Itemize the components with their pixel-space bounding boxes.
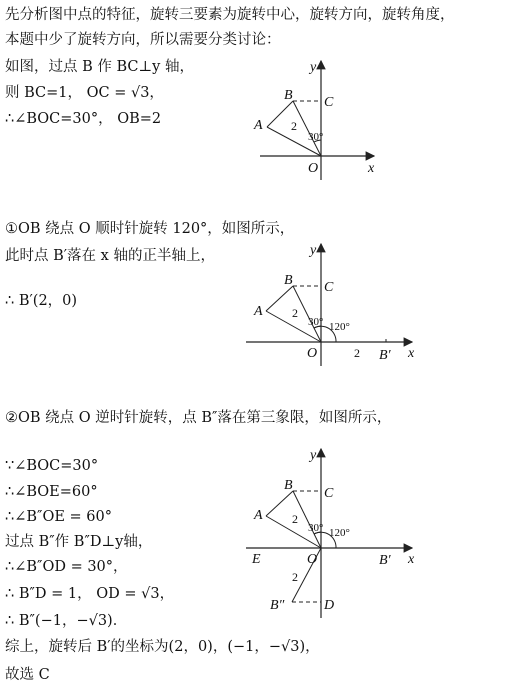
origin-label: O bbox=[307, 346, 318, 361]
origin-label: O bbox=[307, 552, 318, 567]
intro-line-1: 先分析图中点的特征，旋转三要素为旋转中心，旋转方向，旋转角度， bbox=[5, 7, 455, 23]
point-a-label: A bbox=[254, 118, 263, 133]
conclusion-line-2: 故选 C bbox=[5, 667, 50, 683]
ob-segment bbox=[293, 101, 324, 156]
origin-label: O bbox=[308, 161, 319, 176]
angle-30-label: 30° bbox=[308, 316, 324, 328]
case2-line-8: ∴ B″(−1，−√3)． bbox=[5, 613, 128, 629]
ab-segment bbox=[266, 491, 293, 516]
point-c-label: C bbox=[324, 280, 334, 295]
tick-2-label: 2 bbox=[354, 346, 360, 360]
case2-line-5: 过点 B″作 B″D⊥y轴， bbox=[5, 534, 153, 550]
y-axis-label: y bbox=[310, 243, 317, 258]
point-b-prime-label: B′ bbox=[379, 553, 391, 568]
figure-2 bbox=[240, 238, 425, 368]
point-a-label: A bbox=[254, 508, 263, 523]
point-b-double-prime-label: B″ bbox=[270, 598, 285, 613]
point-b-label: B bbox=[284, 478, 293, 493]
intro-line-5: ∴∠BOC=30°， OB=2 bbox=[5, 111, 162, 127]
intro-line-3: 如图，过点 B 作 BC⊥y 轴， bbox=[5, 59, 194, 75]
figure-3 bbox=[240, 443, 425, 623]
point-d-label: D bbox=[324, 598, 335, 613]
angle-label: 30° bbox=[308, 131, 324, 143]
point-c-label: C bbox=[324, 95, 334, 110]
case2-line-3: ∴∠BOE=60° bbox=[5, 484, 98, 500]
ob-length-label: 2 bbox=[292, 306, 298, 320]
case1-line-3: ∴ B′(2，0) bbox=[5, 293, 78, 309]
point-b-label: B bbox=[284, 273, 293, 288]
point-c-label: C bbox=[324, 486, 334, 501]
ob-length-label: 2 bbox=[291, 119, 297, 133]
ab-segment bbox=[267, 101, 293, 127]
x-axis-label: x bbox=[408, 552, 415, 567]
angle-120-label: 120° bbox=[329, 527, 350, 539]
case1-line-2: 此时点 B′落在 x 轴的正半轴上， bbox=[5, 248, 215, 264]
case2-line-4: ∴∠B″OE = 60° bbox=[5, 509, 112, 525]
y-axis-label: y bbox=[310, 60, 317, 75]
ab-segment bbox=[266, 286, 293, 311]
case2-line-1: ②OB 绕点 O 逆时针旋转，点 B″落在第三象限，如图所示， bbox=[5, 410, 392, 426]
x-axis-label: x bbox=[368, 161, 375, 176]
intro-line-2: 本题中少了旋转方向，所以需要分类讨论： bbox=[5, 32, 281, 48]
case1-line-1: ①OB 绕点 O 顺时针旋转 120°，如图所示， bbox=[5, 221, 295, 237]
case2-line-6: ∴∠B″OD = 30°， bbox=[5, 559, 128, 575]
conclusion-line-1: 综上，旋转后 B′的坐标为(2，0)，(−1，−√3)， bbox=[5, 639, 320, 655]
angle-120-label: 120° bbox=[329, 321, 350, 333]
angle-30-label: 30° bbox=[308, 522, 324, 534]
intro-line-4: 则 BC=1， OC = √3， bbox=[5, 85, 164, 101]
point-b-label: B bbox=[284, 88, 293, 103]
point-b-prime-label: B′ bbox=[379, 348, 391, 363]
x-axis-label: x bbox=[408, 346, 415, 361]
point-e-label: E bbox=[252, 552, 261, 567]
point-a-label: A bbox=[254, 304, 263, 319]
ob-length-label: 2 bbox=[292, 512, 298, 526]
ob-double-prime-length-label: 2 bbox=[292, 570, 298, 584]
case2-line-7: ∴ B″D = 1， OD = √3， bbox=[5, 586, 175, 602]
figure-1 bbox=[240, 55, 400, 185]
y-axis-label: y bbox=[310, 448, 317, 463]
case2-line-2: ∵∠BOC=30° bbox=[5, 458, 99, 474]
